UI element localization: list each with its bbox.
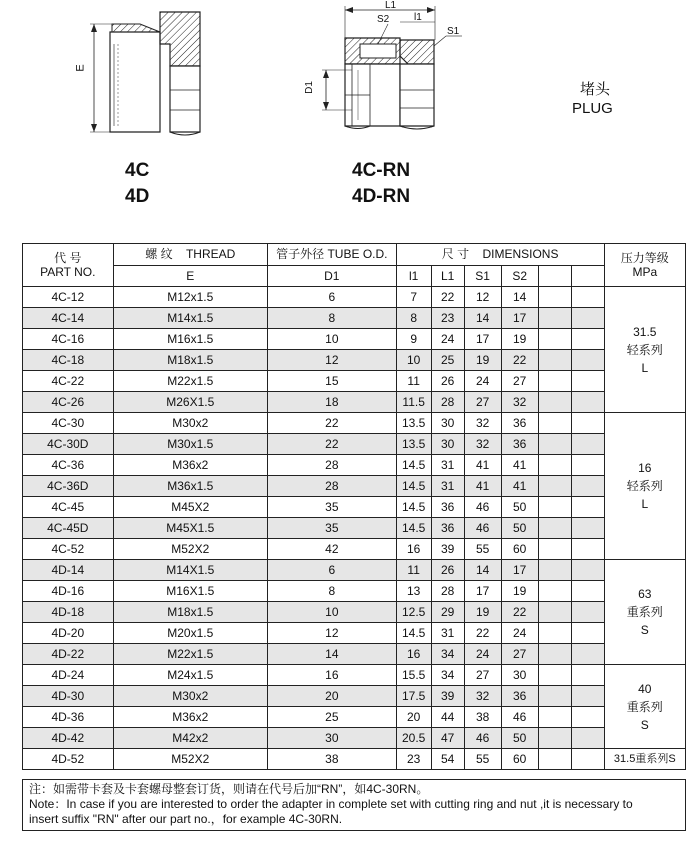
cell-blank	[571, 707, 604, 728]
cell-blank	[538, 287, 571, 308]
cell-l1: 30	[431, 434, 464, 455]
cell-s1: 38	[464, 707, 501, 728]
cell-tube-od: 15	[267, 371, 396, 392]
header-pressure-zh: 压力等级	[620, 251, 669, 265]
table-row	[23, 476, 686, 497]
cell-tube-od: 16	[267, 665, 396, 686]
cell-part-no: 4C-30D	[23, 434, 114, 455]
cell-tube-od: 22	[267, 434, 396, 455]
cell-part-no: 4D-18	[23, 602, 114, 623]
cell-s2: 14	[501, 287, 538, 308]
cell-part-no: 4C-36	[23, 455, 114, 476]
table-row	[23, 518, 686, 539]
cell-s1: 41	[464, 476, 501, 497]
product-title-en: PLUG	[572, 100, 613, 117]
pressure-value: 16	[638, 461, 652, 475]
cell-s1: 32	[464, 413, 501, 434]
cell-s1: 27	[464, 392, 501, 413]
table-row	[23, 728, 686, 749]
cell-blank	[538, 476, 571, 497]
cell-l1-small: 20	[396, 707, 431, 728]
cell-blank	[538, 329, 571, 350]
cell-l1: 39	[431, 686, 464, 707]
cell-l1: 44	[431, 707, 464, 728]
cell-tube-od: 12	[267, 623, 396, 644]
cell-blank	[538, 413, 571, 434]
cell-s1: 14	[464, 308, 501, 329]
pressure-code: S	[640, 623, 649, 637]
header-dim-s2: S2	[501, 265, 538, 287]
cell-l1-small: 20.5	[396, 728, 431, 749]
cell-thread: M12x1.5	[113, 287, 267, 308]
cell-l1-small: 9	[396, 329, 431, 350]
cell-part-no: 4C-22	[23, 371, 114, 392]
cell-l1: 29	[431, 602, 464, 623]
model-4d-rn: 4D-RN	[352, 186, 411, 207]
pressure-code: L	[641, 360, 649, 375]
cell-s1: 55	[464, 539, 501, 560]
cell-thread: M22x1.5	[113, 371, 267, 392]
cell-s1: 46	[464, 518, 501, 539]
cell-l1: 22	[431, 287, 464, 308]
table-row	[23, 350, 686, 371]
dim-label-s2: S2	[377, 14, 390, 25]
cell-part-no: 4C-52	[23, 539, 114, 560]
cell-thread: M26X1.5	[113, 392, 267, 413]
cell-l1-small: 11	[396, 560, 431, 581]
cell-blank	[538, 350, 571, 371]
note-en-line1: Note：In case if you are interested to order the adapter in complete set with cutting ring and nut ,it is necessary to	[29, 797, 633, 811]
header-thread-en: THREAD	[185, 247, 236, 262]
cell-s1: 24	[464, 371, 501, 392]
pressure-value: 31.5	[633, 324, 657, 339]
cell-s2: 17	[501, 560, 538, 581]
header-dim-l1: L1	[431, 265, 464, 287]
cell-tube-od: 12	[267, 350, 396, 371]
cell-blank	[538, 581, 571, 602]
cell-part-no: 4C-36D	[23, 476, 114, 497]
table-row	[23, 455, 686, 476]
cell-tube-od: 20	[267, 686, 396, 707]
table-row	[23, 581, 686, 602]
table-row	[23, 371, 686, 392]
cell-thread: M45X2	[113, 497, 267, 518]
pressure-single: 31.5重系列S	[613, 753, 676, 765]
cell-blank	[571, 392, 604, 413]
table-row	[23, 749, 686, 770]
cell-blank	[571, 623, 604, 644]
cell-s1: 46	[464, 728, 501, 749]
cell-tube-od: 42	[267, 539, 396, 560]
cell-s1: 41	[464, 455, 501, 476]
table-row	[23, 287, 686, 308]
cell-blank	[571, 434, 604, 455]
cell-blank	[571, 644, 604, 665]
cell-blank	[571, 686, 604, 707]
note-zh: 注：如需带卡套及卡套螺母整套订货，则请在代号后加“RN”，如4C-30RN。	[29, 782, 429, 796]
table-row	[23, 413, 686, 434]
cell-s2: 17	[501, 308, 538, 329]
cell-tube-od: 30	[267, 728, 396, 749]
cell-l1-small: 14.5	[396, 476, 431, 497]
cell-tube-od: 8	[267, 308, 396, 329]
cell-thread: M24x1.5	[113, 665, 267, 686]
cell-part-no: 4C-16	[23, 329, 114, 350]
table-row	[23, 623, 686, 644]
cell-thread: M36x2	[113, 707, 267, 728]
cell-part-no: 4D-30	[23, 686, 114, 707]
cell-part-no: 4C-26	[23, 392, 114, 413]
cell-tube-od: 14	[267, 644, 396, 665]
cell-l1-small: 16	[396, 644, 431, 665]
dim-label-l1-total: L1	[385, 0, 397, 11]
spec-table	[22, 243, 686, 770]
table-row	[23, 560, 686, 581]
cell-l1: 34	[431, 644, 464, 665]
model-caption-left	[125, 158, 149, 210]
note-en-line2: insert suffix "RN" after our part no.，for example 4C-30RN.	[29, 812, 343, 826]
header-dimensions-en: DIMENSIONS	[482, 247, 559, 262]
table-row	[23, 497, 686, 518]
cell-blank	[571, 308, 604, 329]
cell-tube-od: 28	[267, 455, 396, 476]
cell-blank	[538, 518, 571, 539]
cell-part-no: 4C-14	[23, 308, 114, 329]
header-pressure	[604, 244, 685, 287]
cell-s1: 27	[464, 665, 501, 686]
cell-part-no: 4D-24	[23, 665, 114, 686]
cell-tube-od: 18	[267, 392, 396, 413]
cell-l1-small: 11.5	[396, 392, 431, 413]
cell-l1: 24	[431, 329, 464, 350]
cell-l1: 31	[431, 476, 464, 497]
cell-blank	[571, 350, 604, 371]
table-row	[23, 308, 686, 329]
cell-part-no: 4C-30	[23, 413, 114, 434]
cell-thread: M20x1.5	[113, 623, 267, 644]
table-row	[23, 392, 686, 413]
spec-table-body	[23, 287, 686, 770]
cell-blank	[571, 749, 604, 770]
cell-thread: M22x1.5	[113, 644, 267, 665]
cell-l1-small: 14.5	[396, 455, 431, 476]
cell-s1: 24	[464, 644, 501, 665]
cell-l1-small: 11	[396, 371, 431, 392]
cell-tube-od: 35	[267, 518, 396, 539]
cell-part-no: 4C-45	[23, 497, 114, 518]
cell-blank	[571, 413, 604, 434]
cell-s1: 17	[464, 581, 501, 602]
header-dim-blank-1	[538, 265, 571, 287]
cell-s1: 55	[464, 749, 501, 770]
cell-thread: M30x1.5	[113, 434, 267, 455]
header-dim-l1-small: l1	[396, 265, 431, 287]
cell-s2: 24	[501, 623, 538, 644]
pressure-code: S	[640, 717, 649, 732]
cell-thread: M36x2	[113, 455, 267, 476]
cell-blank	[571, 329, 604, 350]
header-pressure-unit: MPa	[632, 265, 658, 279]
cell-tube-od: 28	[267, 476, 396, 497]
pressure-code: L	[641, 497, 649, 511]
header-part-no-en: PART NO.	[40, 265, 96, 279]
cell-blank	[538, 455, 571, 476]
dim-label-e: E	[74, 64, 87, 72]
pressure-value: 63	[638, 587, 652, 601]
cell-thread: M30x2	[113, 413, 267, 434]
cell-s1: 46	[464, 497, 501, 518]
cell-part-no: 4D-22	[23, 644, 114, 665]
cell-s2: 50	[501, 728, 538, 749]
cell-l1: 36	[431, 518, 464, 539]
model-4c: 4C	[125, 160, 150, 181]
cell-blank	[538, 707, 571, 728]
cell-thread: M16x1.5	[113, 329, 267, 350]
header-dimensions	[396, 244, 604, 266]
cell-blank	[538, 308, 571, 329]
cell-thread: M14X1.5	[113, 560, 267, 581]
cell-s2: 36	[501, 434, 538, 455]
cell-s1: 14	[464, 560, 501, 581]
cell-pressure-group	[604, 413, 685, 560]
cell-tube-od: 6	[267, 560, 396, 581]
cell-pressure-group	[604, 287, 685, 413]
pressure-series: 轻系列	[626, 479, 663, 493]
pressure-series: 轻系列	[626, 342, 663, 357]
cell-blank	[538, 539, 571, 560]
cell-thread: M18x1.5	[113, 602, 267, 623]
cell-thread: M42x2	[113, 728, 267, 749]
header-part-no	[23, 244, 114, 287]
cell-part-no: 4C-45D	[23, 518, 114, 539]
cell-blank	[538, 602, 571, 623]
cell-s2: 27	[501, 644, 538, 665]
dim-label-d1: D1	[303, 81, 315, 94]
cell-l1-small: 14.5	[396, 497, 431, 518]
cell-l1-small: 14.5	[396, 518, 431, 539]
dim-label-s1: S1	[447, 26, 460, 37]
table-row	[23, 434, 686, 455]
cell-blank	[538, 371, 571, 392]
cell-l1: 25	[431, 350, 464, 371]
cell-l1-small: 13.5	[396, 434, 431, 455]
cell-blank	[538, 434, 571, 455]
cell-l1: 39	[431, 539, 464, 560]
cell-tube-od: 38	[267, 749, 396, 770]
cell-l1: 28	[431, 392, 464, 413]
cell-blank	[571, 665, 604, 686]
cell-l1-small: 12.5	[396, 602, 431, 623]
cell-blank	[538, 392, 571, 413]
cell-s1: 22	[464, 623, 501, 644]
cell-l1-small: 10	[396, 350, 431, 371]
cell-s2: 50	[501, 518, 538, 539]
cell-blank	[571, 518, 604, 539]
cell-s2: 19	[501, 581, 538, 602]
cell-blank	[538, 560, 571, 581]
cell-thread: M45X1.5	[113, 518, 267, 539]
cell-blank	[571, 539, 604, 560]
cell-tube-od: 8	[267, 581, 396, 602]
table-row	[23, 602, 686, 623]
cell-s2: 22	[501, 350, 538, 371]
cell-part-no: 4D-42	[23, 728, 114, 749]
cell-pressure-group	[604, 749, 685, 770]
cell-l1: 23	[431, 308, 464, 329]
cell-tube-od: 22	[267, 413, 396, 434]
cell-blank	[571, 497, 604, 518]
cell-blank	[571, 287, 604, 308]
header-thread-sub: E	[113, 265, 267, 287]
cell-s2: 19	[501, 329, 538, 350]
cell-s2: 60	[501, 539, 538, 560]
cell-l1: 47	[431, 728, 464, 749]
cell-blank	[571, 476, 604, 497]
cell-part-no: 4D-52	[23, 749, 114, 770]
cell-l1: 31	[431, 455, 464, 476]
cell-part-no: 4C-18	[23, 350, 114, 371]
header-thread-zh: 螺 纹	[145, 247, 173, 262]
cell-pressure-group	[604, 560, 685, 665]
cell-part-no: 4D-36	[23, 707, 114, 728]
cell-s2: 46	[501, 707, 538, 728]
cell-part-no: 4D-20	[23, 623, 114, 644]
model-4d: 4D	[125, 186, 150, 207]
cell-s2: 22	[501, 602, 538, 623]
cell-l1: 54	[431, 749, 464, 770]
cell-blank	[538, 644, 571, 665]
plug-drawing-left	[70, 4, 220, 139]
cell-l1-small: 15.5	[396, 665, 431, 686]
cell-s2: 32	[501, 392, 538, 413]
cell-l1: 34	[431, 665, 464, 686]
cell-s1: 19	[464, 350, 501, 371]
cell-s2: 27	[501, 371, 538, 392]
cell-blank	[538, 749, 571, 770]
cell-thread: M18x1.5	[113, 350, 267, 371]
header-part-no-zh: 代 号	[54, 251, 82, 265]
cell-l1-small: 16	[396, 539, 431, 560]
cell-blank	[571, 371, 604, 392]
cell-s2: 60	[501, 749, 538, 770]
cell-l1: 26	[431, 560, 464, 581]
cell-l1-small: 8	[396, 308, 431, 329]
cell-tube-od: 10	[267, 329, 396, 350]
cell-s2: 41	[501, 455, 538, 476]
cell-tube-od: 25	[267, 707, 396, 728]
table-row	[23, 665, 686, 686]
pressure-series: 重系列	[626, 605, 663, 619]
model-4c-rn: 4C-RN	[352, 160, 411, 181]
cell-l1-small: 13.5	[396, 413, 431, 434]
header-dim-s1: S1	[464, 265, 501, 287]
pressure-series: 重系列	[626, 699, 663, 714]
cell-blank	[571, 602, 604, 623]
cell-part-no: 4C-12	[23, 287, 114, 308]
cell-thread: M52X2	[113, 539, 267, 560]
cell-s2: 30	[501, 665, 538, 686]
product-title-zh: 堵头	[580, 81, 611, 98]
cell-blank	[538, 623, 571, 644]
cell-thread: M36x1.5	[113, 476, 267, 497]
order-note	[22, 779, 686, 831]
cell-thread: M16X1.5	[113, 581, 267, 602]
cell-pressure-group	[604, 665, 685, 749]
table-row	[23, 686, 686, 707]
cell-l1-small: 13	[396, 581, 431, 602]
cell-l1-small: 14.5	[396, 623, 431, 644]
table-row	[23, 539, 686, 560]
table-row	[23, 644, 686, 665]
cell-tube-od: 35	[267, 497, 396, 518]
cell-l1-small: 7	[396, 287, 431, 308]
cell-l1-small: 23	[396, 749, 431, 770]
cell-l1: 30	[431, 413, 464, 434]
cell-blank	[571, 455, 604, 476]
cell-blank	[538, 497, 571, 518]
cell-l1: 31	[431, 623, 464, 644]
header-dim-blank-2	[571, 265, 604, 287]
cell-s2: 36	[501, 686, 538, 707]
cell-blank	[538, 665, 571, 686]
cell-part-no: 4D-14	[23, 560, 114, 581]
cell-blank	[571, 581, 604, 602]
cell-l1: 28	[431, 581, 464, 602]
cell-s1: 19	[464, 602, 501, 623]
cell-l1-small: 17.5	[396, 686, 431, 707]
cell-s2: 50	[501, 497, 538, 518]
pressure-value: 40	[638, 681, 652, 696]
cell-blank	[538, 728, 571, 749]
cell-thread: M30x2	[113, 686, 267, 707]
cell-s2: 41	[501, 476, 538, 497]
header-dimensions-zh: 尺 寸	[441, 247, 470, 262]
cell-tube-od: 10	[267, 602, 396, 623]
cell-s1: 12	[464, 287, 501, 308]
cell-thread: M14x1.5	[113, 308, 267, 329]
cell-blank	[571, 560, 604, 581]
cell-s2: 36	[501, 413, 538, 434]
cell-l1: 36	[431, 497, 464, 518]
cell-thread: M52X2	[113, 749, 267, 770]
cell-tube-od: 6	[267, 287, 396, 308]
header-tube: 管子外径 TUBE O.D.	[267, 244, 396, 266]
cell-s1: 32	[464, 434, 501, 455]
table-row	[23, 707, 686, 728]
table-row	[23, 329, 686, 350]
cell-s1: 32	[464, 686, 501, 707]
model-caption-right	[352, 158, 410, 210]
cell-part-no: 4D-16	[23, 581, 114, 602]
cell-l1: 26	[431, 371, 464, 392]
dim-label-l1-small: l1	[414, 12, 422, 23]
cell-blank	[571, 728, 604, 749]
header-tube-sub: D1	[267, 265, 396, 287]
cell-blank	[538, 686, 571, 707]
cell-s1: 17	[464, 329, 501, 350]
header-thread	[113, 244, 267, 266]
